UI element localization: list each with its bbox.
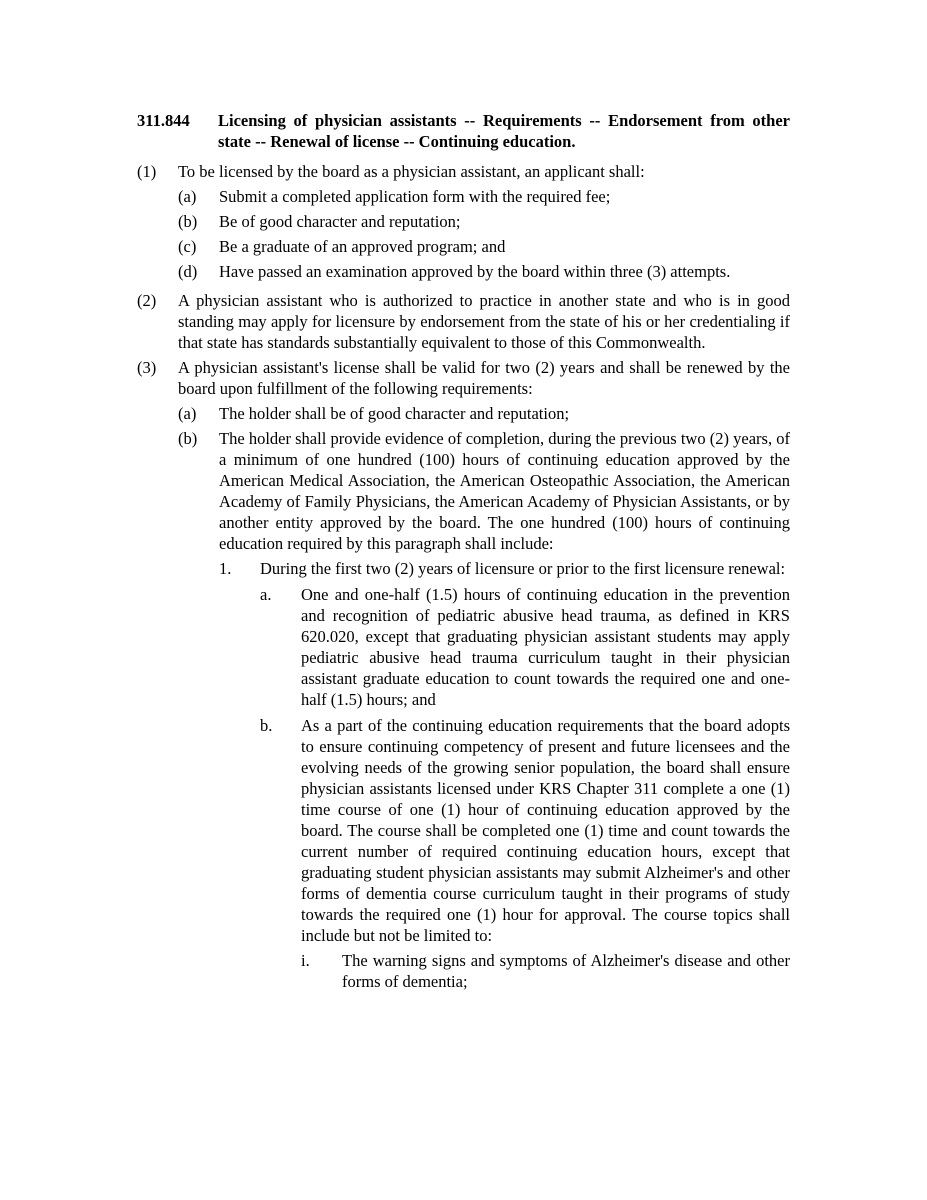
clause-marker: b. (260, 716, 273, 735)
clause-text: One and one-half (1.5) hours of continuing education in the prevention and recognition of pediatric abusive head trauma, as defined in KRS 620.020, except that graduating physician assistant students may apply pediatric abusive head trauma curriculum taught in their physician assistant graduate education to count towards the required one and one-half (1.5) hours; and (301, 585, 790, 709)
paragraph-text: Have passed an examination approved by the board within three (3) attempts. (219, 262, 731, 281)
subclause-text: The warning signs and symptoms of Alzheimer's disease and other forms of dementia; (342, 951, 790, 991)
statute-page (137, 110, 790, 1012)
subclause-marker: i. (301, 951, 310, 970)
clause-marker: a. (260, 585, 272, 604)
paragraph-1b (178, 211, 790, 232)
subsection-marker: (1) (137, 162, 157, 181)
subparagraph-1 (219, 558, 790, 1000)
paragraph-text: Submit a completed application form with the required fee; (219, 187, 611, 206)
subparagraph-text: During the first two (2) years of licensure or prior to the first licensure renewal: (260, 559, 786, 578)
paragraph-marker: (d) (178, 262, 198, 281)
subsection-text: A physician assistant who is authorized to practice in another state and who is in good standing may apply for licensure by endorsement from the state of his or her credentialing if that state has standards substantially equivalent to those of this Commonwealth. (178, 291, 790, 352)
section-number: 311.844 (137, 111, 190, 130)
paragraph-marker: (b) (178, 429, 198, 448)
clause-text: As a part of the continuing education requirements that the board adopts to ensure continuing competency of present and future licensees and the evolving needs of the growing senior population, the board shall ensure physician assistants licensed under KRS Chapter 311 complete a one (1) time course of one (1) hour of continuing education approved by the board. The course shall be completed one (1) time and count towards the current number of required continuing education hours, except that graduating student physician assistants may submit Alzheimer's and other forms of dementia course curriculum taught in their programs of study towards the required one (1) hour for approval. The course topics shall include but not be limited to: (301, 716, 790, 945)
subsection-text: A physician assistant's license shall be valid for two (2) years and shall be renewed by the board upon fulfillment of the following requirements: (178, 358, 790, 398)
clause-a (260, 584, 790, 710)
paragraph-3b (178, 428, 790, 1004)
section-heading (137, 110, 790, 152)
subsection-1 (137, 161, 790, 286)
subclause-i (301, 950, 790, 992)
paragraph-marker: (a) (178, 404, 197, 423)
paragraph-marker: (b) (178, 212, 198, 231)
paragraph-text: Be a graduate of an approved program; and (219, 237, 506, 256)
clause-b (260, 715, 790, 996)
subsection-3 (137, 357, 790, 1008)
subsection-2 (137, 290, 790, 353)
paragraph-marker: (c) (178, 237, 197, 256)
paragraph-text: Be of good character and reputation; (219, 212, 461, 231)
paragraph-1c (178, 236, 790, 257)
paragraph-3a (178, 403, 790, 424)
paragraph-1d (178, 261, 790, 282)
paragraph-marker: (a) (178, 187, 197, 206)
paragraph-text: The holder shall provide evidence of completion, during the previous two (2) years, of a minimum of one hundred (100) hours of continuing education approved by the American Medical Association, the American Osteopathic Association, the American Academy of Family Physicians, the American Academy of Physician Assistants, or by another entity approved by the board. The one hundred (100) hours of continuing education required by this paragraph shall include: (219, 429, 790, 553)
subsection-marker: (3) (137, 358, 157, 377)
subsection-marker: (2) (137, 291, 157, 310)
subparagraph-marker: 1. (219, 559, 232, 578)
subsection-text: To be licensed by the board as a physician assistant, an applicant shall: (178, 162, 645, 181)
section-title: Licensing of physician assistants -- Requirements -- Endorsement from other state -- Renewal of license -- Continuing education. (218, 111, 790, 151)
paragraph-1a (178, 186, 790, 207)
paragraph-text: The holder shall be of good character and reputation; (219, 404, 570, 423)
